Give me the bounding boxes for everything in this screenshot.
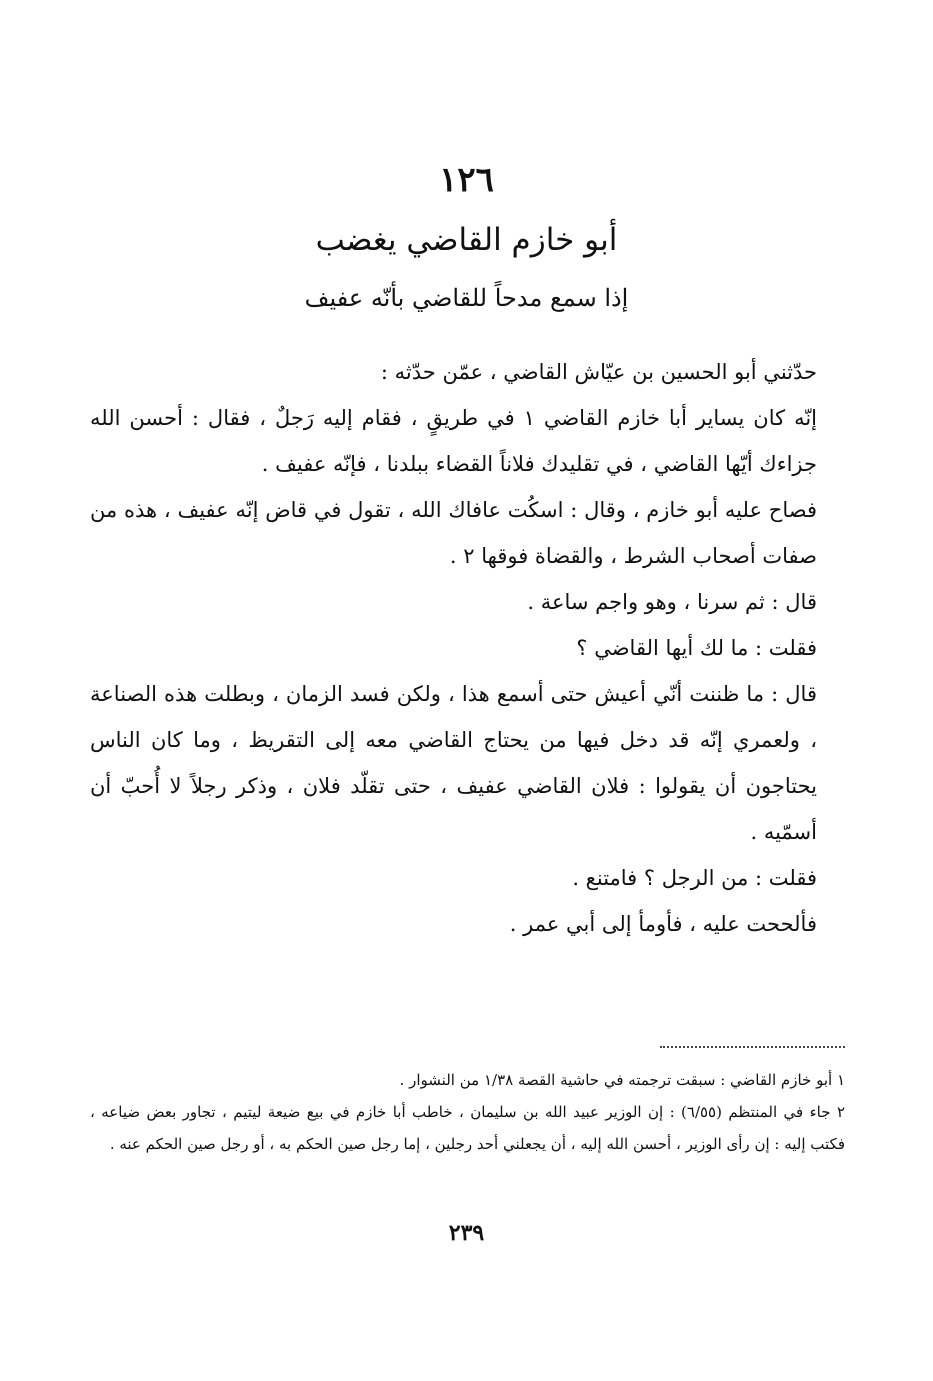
page-number: ٢٣٩ bbox=[448, 1220, 485, 1246]
paragraph-5: فقلت : ما لك أيها القاضي ؟ bbox=[576, 636, 817, 660]
paragraph-1: حدّثني أبو الحسين بن عيّاش القاضي ، عمّن حدّثه : bbox=[380, 360, 817, 384]
story-number: ١٢٦ bbox=[439, 160, 494, 200]
footnote-1: ١ أبو خازم القاضي : سبقت ترجمته في حاشية القصة ١/٣٨ من النشوار . bbox=[399, 1071, 845, 1089]
footnote-divider bbox=[660, 1046, 845, 1048]
paragraph-8: فألححت عليه ، فأومأ إلى أبي عمر . bbox=[509, 912, 817, 936]
paragraph-2: إنّه كان يساير أبا خازم القاضي ١ في طريقٍ ، فقام إليه رَجلٌ ، فقال : أحسن الله جزاءك أيّها القاضي ، في تقليدك فلاناً القضاء ببلدنا ، فإنّه عفيف . bbox=[90, 406, 818, 476]
story-title: أبو خازم القاضي يغضب bbox=[315, 222, 618, 258]
story-body bbox=[90, 349, 845, 947]
footnote-2: ٢ جاء في المنتظم (٦/٥٥) : إن الوزير عبيد الله بن سليمان ، خاطب أبا خازم في بيع ضيعة ليتيم ، تجاور بعض ضياعه ، فكتب إليه : إن رأى الوزير ، أحسن الله إليه ، أن يجعلني أحد رجلين ، إما رجل صين الحكم به ، أو رجل صين الحكم عنه . bbox=[90, 1103, 845, 1153]
paragraph-7: فقلت : من الرجل ؟ فامتنع . bbox=[572, 866, 817, 890]
paragraph-3: فصاح عليه أبو خازم ، وقال : اسكُت عافاك الله ، تقول في قاض إنّه عفيف ، هذه من صفات أصحاب الشرط ، والقضاة فوقها ٢ . bbox=[90, 498, 817, 568]
story-subtitle: إذا سمع مدحاً للقاضي بأنّه عفيف bbox=[304, 284, 629, 312]
paragraph-6: قال : ما ظننت أنّي أعيش حتى أسمع هذا ، ولكن فسد الزمان ، وبطلت هذه الصناعة ، ولعمري إنّه قد دخل فيها من يحتاج القاضي معه إلى التقريظ ، وما كان الناس يحتاجون أن يقولوا : فلان القاضي عفيف ، حتى تقلّد فلان ، وذكر رجلاً لا أُحبّ أن أسمّيه . bbox=[90, 682, 817, 844]
footnotes bbox=[90, 1064, 845, 1160]
paragraph-4: قال : ثم سرنا ، وهو واجم ساعة . bbox=[527, 590, 817, 614]
